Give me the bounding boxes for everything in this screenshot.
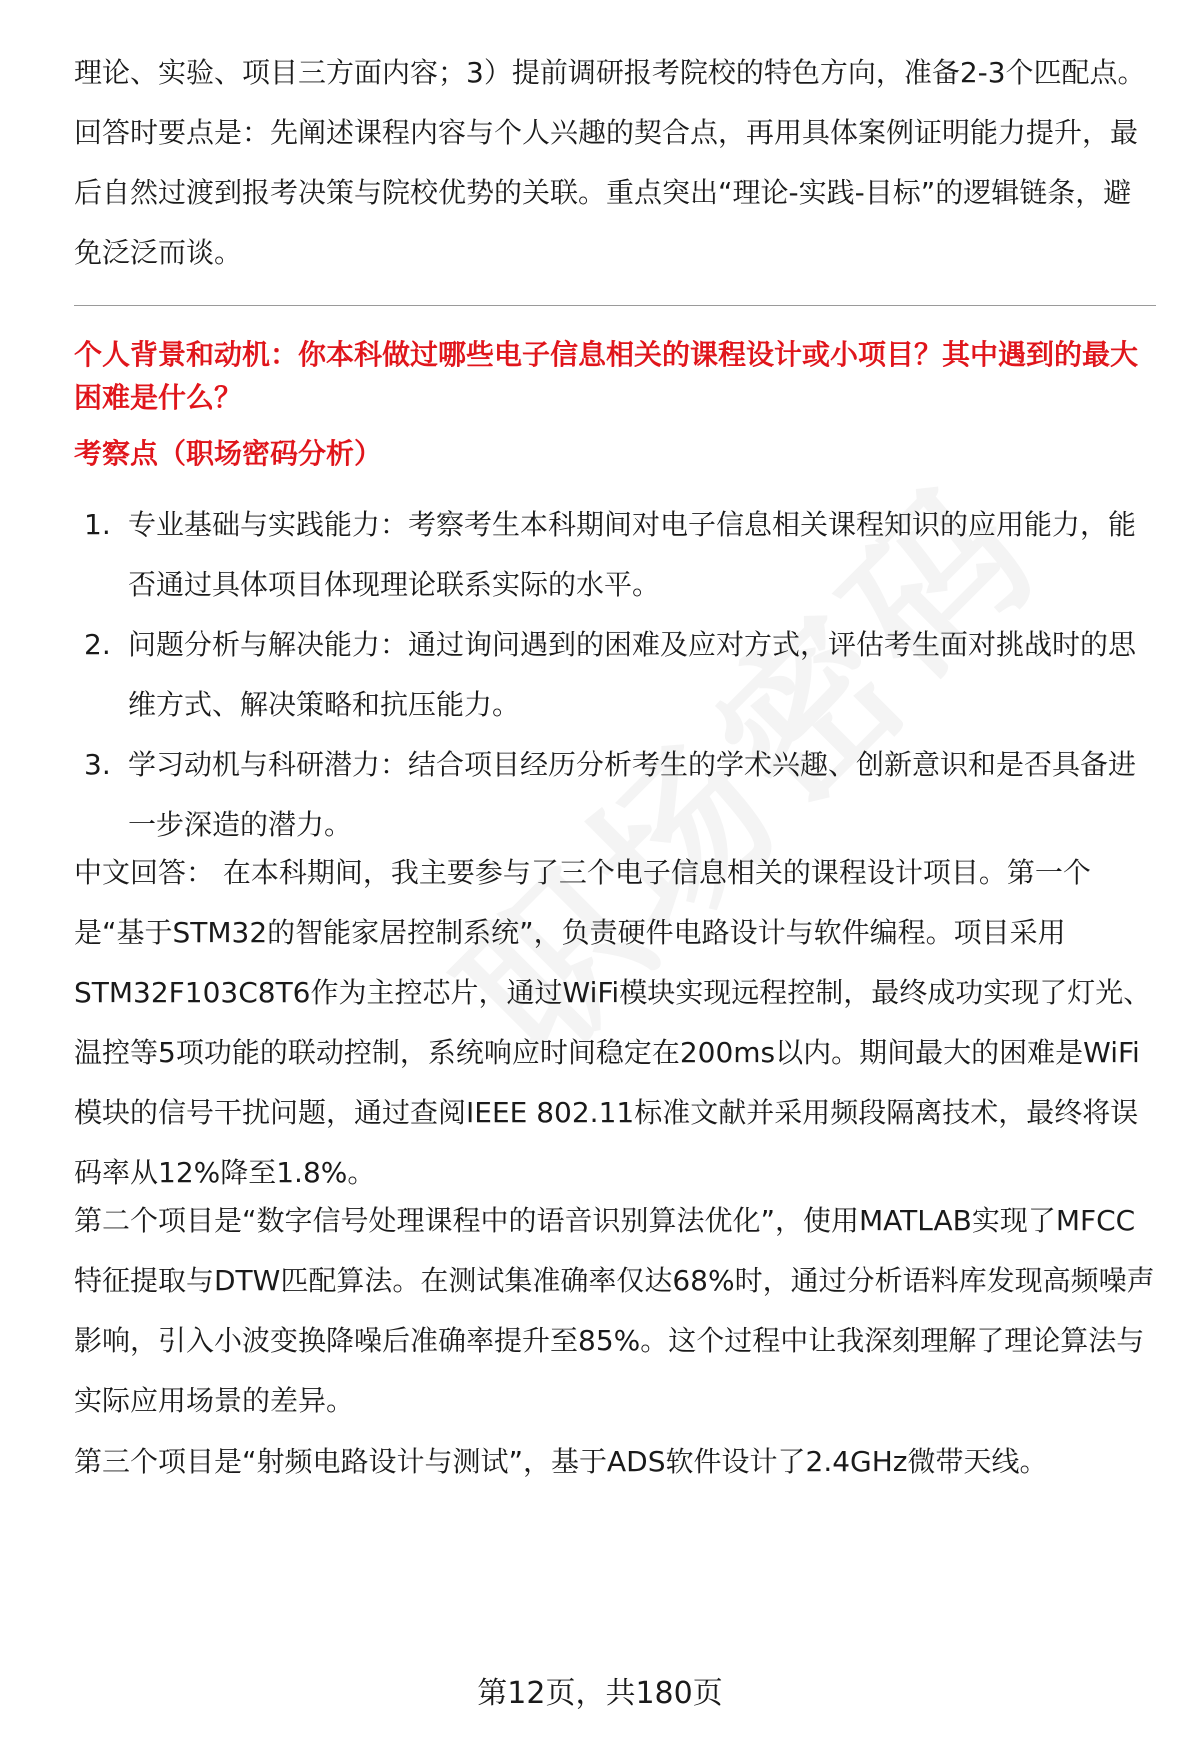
continuation-paragraph: 理论、实验、项目三方面内容；3）提前调研报考院校的特色方向，准备2-3个匹配点。回答时要点是：先阐述课程内容与个人兴趣的契合点，再用具体案例证明能力提升，最后自然过渡到报考决策与院校优势的关联。重点突出“理论-实践-目标”的逻辑链条，避免泛泛而谈。 — [74, 56, 1146, 269]
answer-paragraph-1: 中文回答： 在本科期间，我主要参与了三个电子信息相关的课程设计项目。第一个是“基于STM32的智能家居控制系统”，负责硬件电路设计与软件编程。项目采用STM32F103C8T6作为主控芯片，通过WiFi模块实现远程控制，最终成功实现了灯光、温控等5项功能的联动控制，系统响应时间稳定在200ms以内。期间最大的困难是WiFi模块的信号干扰问题，通过查阅IEEE 802.11标准文献并采用频段隔离技术，最终将误码率从12%降至1.8%。 — [74, 856, 1152, 1189]
list-item — [74, 735, 1156, 855]
question-title: 个人背景和动机：你本科做过哪些电子信息相关的课程设计或小项目？其中遇到的最大困难是什么？ — [74, 338, 1139, 414]
list-item-number: 2. — [84, 628, 111, 661]
answer-paragraph-2: 第二个项目是“数字信号处理课程中的语音识别算法优化”，使用MATLAB实现了MFCC特征提取与DTW匹配算法。在测试集准确率仅达68%时，通过分析语料库发现高频噪声影响，引入小波变换降噪后准确率提升至85%。这个过程中让我深刻理解了理论算法与实际应用场景的差异。 — [74, 1204, 1155, 1417]
list-item — [74, 495, 1156, 615]
list-item-number: 3. — [84, 748, 111, 781]
section-divider — [74, 305, 1156, 306]
list-item-number: 1. — [84, 508, 111, 541]
page-footer: 第12页，共180页 — [477, 1676, 723, 1711]
assessment-points-list — [74, 495, 1156, 855]
list-item-text: 专业基础与实践能力：考察考生本科期间对电子信息相关课程知识的应用能力，能否通过具体项目体现理论联系实际的水平。 — [128, 508, 1137, 601]
list-item-text: 问题分析与解决能力：通过询问遇到的困难及应对方式，评估考生面对挑战时的思维方式、解决策略和抗压能力。 — [128, 628, 1137, 721]
list-item-text: 学习动机与科研潜力：结合项目经历分析考生的学术兴趣、创新意识和是否具备进一步深造的潜力。 — [128, 748, 1137, 841]
assessment-subtitle: 考察点（职场密码分析） — [74, 437, 383, 470]
answer-paragraph-3: 第三个项目是“射频电路设计与测试”，基于ADS软件设计了2.4GHz微带天线。 — [74, 1445, 1048, 1478]
list-item — [74, 615, 1156, 735]
